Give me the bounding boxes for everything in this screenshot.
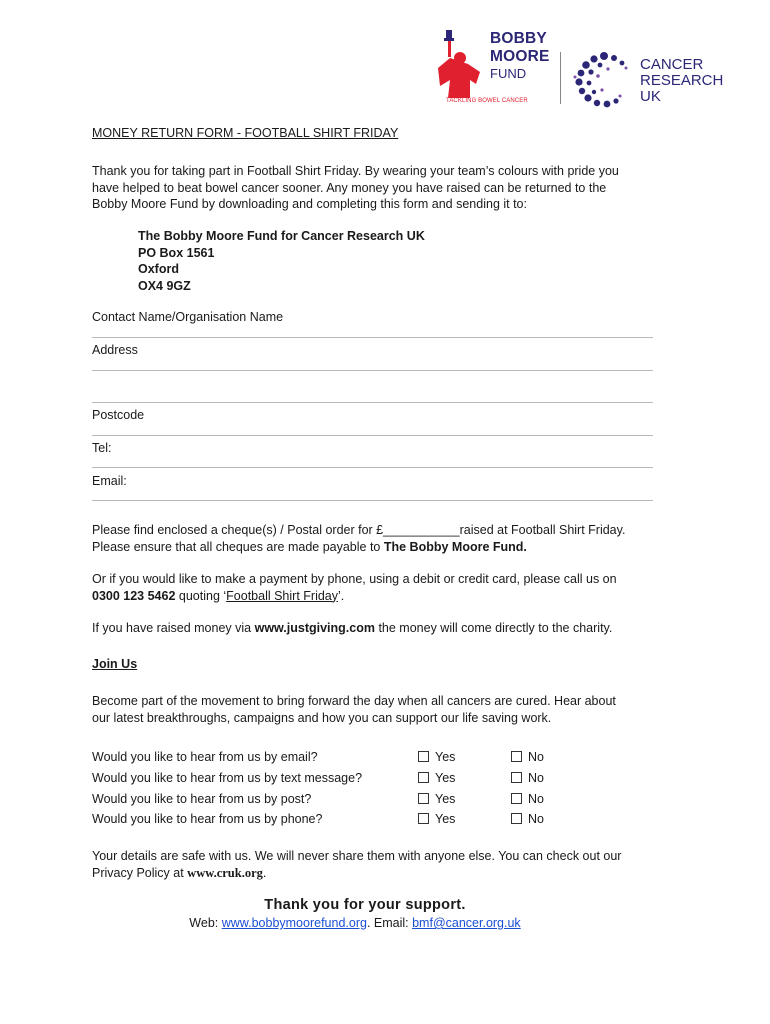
privacy-paragraph xyxy=(92,848,621,881)
email-label: Email: xyxy=(92,474,127,488)
email-link[interactable]: bmf@cancer.org.uk xyxy=(412,916,521,930)
privacy-line: Your details are safe with us. We will never share them with anyone else. You can check out our xyxy=(92,849,622,863)
justgiving-site: www.justgiving.com xyxy=(254,621,375,635)
postal-address xyxy=(138,228,425,294)
phone-line: Or if you would like to make a payment by phone, using a debit or credit card, please call us on xyxy=(92,572,617,586)
bmf-tagline: TACKLING BOWEL CANCER xyxy=(446,98,528,104)
phone-number: 0300 123 5462 xyxy=(92,588,176,603)
justgiving-text: If you have raised money via xyxy=(92,621,255,635)
contact-name-label: Contact Name/Organisation Name xyxy=(92,310,284,324)
address-line: PO Box 1561 xyxy=(138,245,215,260)
no-label: No xyxy=(528,771,544,785)
bobby-moore-fund-logo xyxy=(430,28,558,108)
cruk-line1: CANCER xyxy=(640,56,704,73)
address-line: The Bobby Moore Fund for Cancer Research UK xyxy=(138,229,425,243)
website-link[interactable]: www.bobbymoorefund.org xyxy=(221,916,367,930)
yes-checkbox[interactable] xyxy=(418,771,455,785)
preference-question: Would you like to hear from us by phone? xyxy=(92,812,323,826)
no-label: No xyxy=(528,750,544,764)
yes-label: Yes xyxy=(435,812,456,826)
intro-line: Thank you for taking part in Football Shirt Friday. By wearing your team’s colours with pride you xyxy=(92,164,619,178)
address-label: Address xyxy=(92,343,138,357)
privacy-end: . xyxy=(262,865,267,880)
yes-checkbox[interactable] xyxy=(418,792,455,806)
join-line: Become part of the movement to bring forward the day when all cancers are cured. Hear about xyxy=(92,694,616,708)
logo-divider xyxy=(560,52,561,104)
cruk-line3: UK xyxy=(640,88,661,105)
footer-separator: . Email: xyxy=(366,916,413,930)
address-field-line1[interactable] xyxy=(92,370,653,371)
intro-line: Bobby Moore Fund by downloading and completing this form and sending it to: xyxy=(92,197,527,211)
payable-text: Please ensure that all cheques are made payable to xyxy=(92,539,384,554)
email-field[interactable] xyxy=(92,500,653,501)
yes-label: Yes xyxy=(435,750,456,764)
no-checkbox[interactable] xyxy=(511,792,544,806)
preference-question: Would you like to hear from us by post? xyxy=(92,792,312,806)
yes-checkbox[interactable] xyxy=(418,812,455,826)
quoting-close: ’. xyxy=(338,588,345,603)
intro-paragraph xyxy=(92,163,619,213)
footer-web-label: Web: xyxy=(189,916,222,930)
bmf-line3: FUND xyxy=(490,66,527,81)
cruk-logo xyxy=(570,50,730,108)
enclosed-text: Please find enclosed a cheque(s) / Postal order for £ xyxy=(92,523,384,537)
enclosed-text-end: raised at Football Shirt Friday. xyxy=(459,523,626,537)
yes-label: Yes xyxy=(435,771,456,785)
thank-you-heading: Thank you for your support. xyxy=(264,897,466,913)
preference-question: Would you like to hear from us by email? xyxy=(92,750,318,764)
enclosed-paragraph xyxy=(92,522,625,555)
no-checkbox[interactable] xyxy=(511,812,544,826)
tel-field[interactable] xyxy=(92,467,653,468)
privacy-text: Privacy Policy at xyxy=(92,865,188,880)
phone-paragraph xyxy=(92,571,617,604)
bmf-line1: BOBBY xyxy=(490,30,547,47)
preference-question: Would you like to hear from us by text message? xyxy=(92,771,363,785)
address-field-line2[interactable] xyxy=(92,402,653,403)
justgiving-text-end: the money will come directly to the charity. xyxy=(374,621,613,635)
player-trophy-icon xyxy=(430,28,486,108)
join-line: our latest breakthroughs, campaigns and how you can support our life saving work. xyxy=(92,710,552,725)
address-line: OX4 9GZ xyxy=(138,278,191,293)
contact-name-field[interactable] xyxy=(92,337,653,338)
no-label: No xyxy=(528,812,544,826)
join-us-paragraph xyxy=(92,693,616,726)
no-checkbox[interactable] xyxy=(511,750,544,764)
no-checkbox[interactable] xyxy=(511,771,544,785)
postcode-field[interactable] xyxy=(92,435,653,436)
join-us-heading: Join Us xyxy=(92,657,138,671)
quoting-text: quoting ‘ xyxy=(175,588,227,603)
cruk-c-icon xyxy=(570,50,636,108)
bmf-line2: MOORE xyxy=(490,48,550,65)
amount-blank[interactable]: ___________ xyxy=(383,523,460,537)
postcode-label: Postcode xyxy=(92,408,145,422)
yes-checkbox[interactable] xyxy=(418,750,455,764)
phone-reference: Football Shirt Friday xyxy=(226,588,339,603)
privacy-site: www.cruk.org xyxy=(187,865,263,880)
footer-contact xyxy=(0,916,710,930)
form-title: MONEY RETURN FORM - FOOTBALL SHIRT FRIDAY xyxy=(92,126,399,140)
intro-line: have helped to beat bowel cancer sooner. Any money you have raised can be returned to the xyxy=(92,180,607,195)
tel-label: Tel: xyxy=(92,441,112,455)
no-label: No xyxy=(528,792,544,806)
cruk-line2: RESEARCH xyxy=(640,72,724,89)
payable-to: The Bobby Moore Fund. xyxy=(383,539,527,554)
justgiving-paragraph xyxy=(92,620,612,637)
address-line: Oxford xyxy=(138,262,179,276)
yes-label: Yes xyxy=(435,792,456,806)
